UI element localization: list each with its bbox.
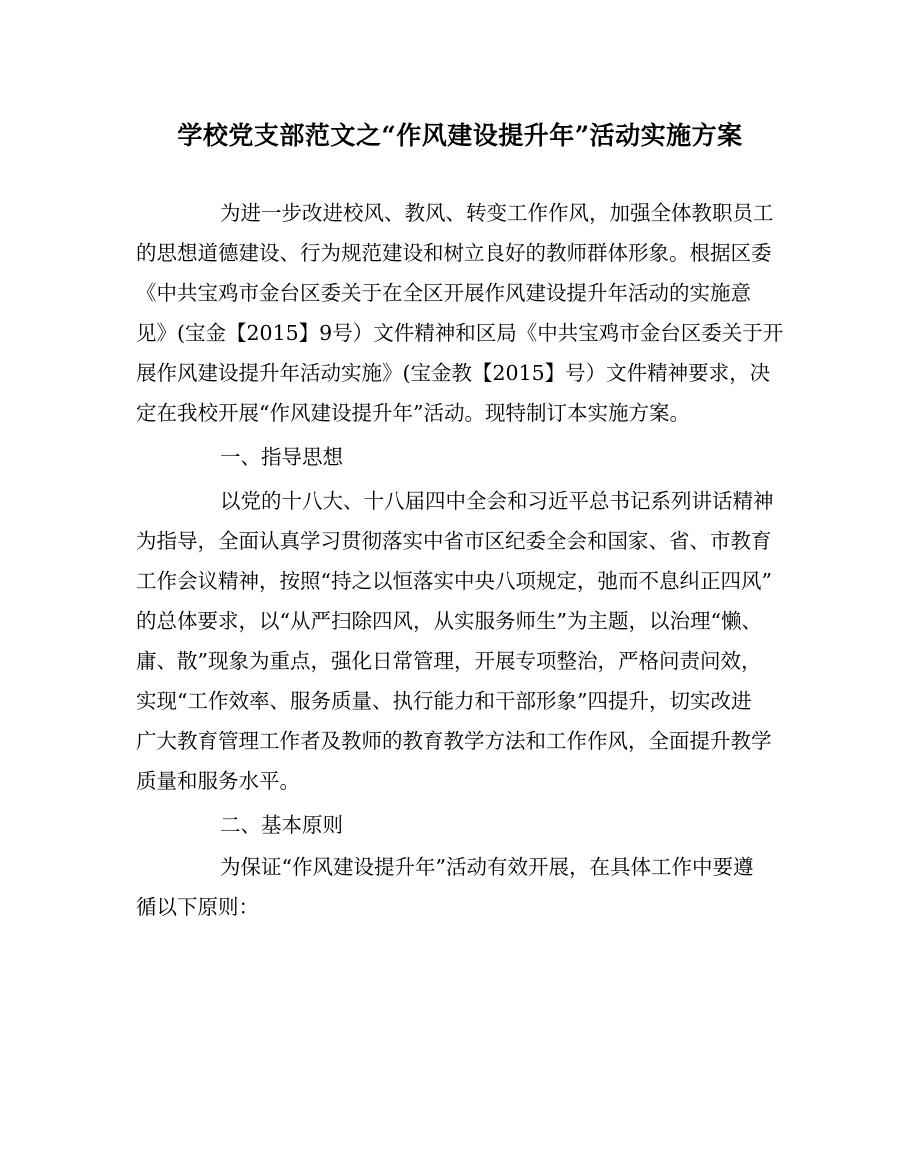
intro-line: 定在我校开展“作风建设提升年”活动。现特制订本实施方案。 xyxy=(136,401,690,425)
section-heading-basic-principles: 二、基本原则 xyxy=(220,813,343,837)
document-body xyxy=(136,193,786,927)
section1-line: 广大教育管理工作者及教师的教育教学方法和工作作风，全面提升教学 xyxy=(136,729,772,753)
section1-line: 实现“工作效率、服务质量、执行能力和干部形象”四提升，切实改进 xyxy=(136,689,752,713)
section2-line: 循以下原则： xyxy=(136,895,259,919)
section1-line: 工作会议精神，按照“持之以恒落实中央八项规定，弛而不息纠正四风” xyxy=(136,569,772,593)
intro-line: 展作风建设提升年活动实施》(宝金教【2015】号）文件精神要求，决 xyxy=(136,361,771,385)
document-title: 学校党支部范文之“作风建设提升年”活动实施方案 xyxy=(177,121,743,150)
section1-line: 以党的十八大、十八届四中全会和习近平总书记系列讲话精神 xyxy=(220,489,774,513)
section1-line: 的总体要求，以“从严扫除四风，从实服务师生”为主题，以治理“懒、 xyxy=(136,609,762,633)
intro-line: 为进一步改进校风、教风、转变工作作风，加强全体教职员工 xyxy=(220,201,774,225)
intro-line: 的思想道德建设、行为规范建设和树立良好的教师群体形象。根据区委 xyxy=(136,241,772,265)
intro-line: 《中共宝鸡市金台区委关于在全区开展作风建设提升年活动的实施意 xyxy=(136,281,751,305)
section1-line: 为指导，全面认真学习贯彻落实中省市区纪委全会和国家、省、市教育 xyxy=(136,529,772,553)
section1-line: 质量和服务水平。 xyxy=(136,769,300,793)
section-heading-guiding-thought: 一、指导思想 xyxy=(220,445,343,469)
intro-line: 见》(宝金【2015】9号）文件精神和区局《中共宝鸡市金台区委关于开 xyxy=(136,321,784,345)
section1-line: 庸、散”现象为重点，强化日常管理，开展专项整治，严格问责问效， xyxy=(136,649,762,673)
section2-line: 为保证“作风建设提升年”活动有效开展，在具体工作中要遵 xyxy=(220,855,754,879)
